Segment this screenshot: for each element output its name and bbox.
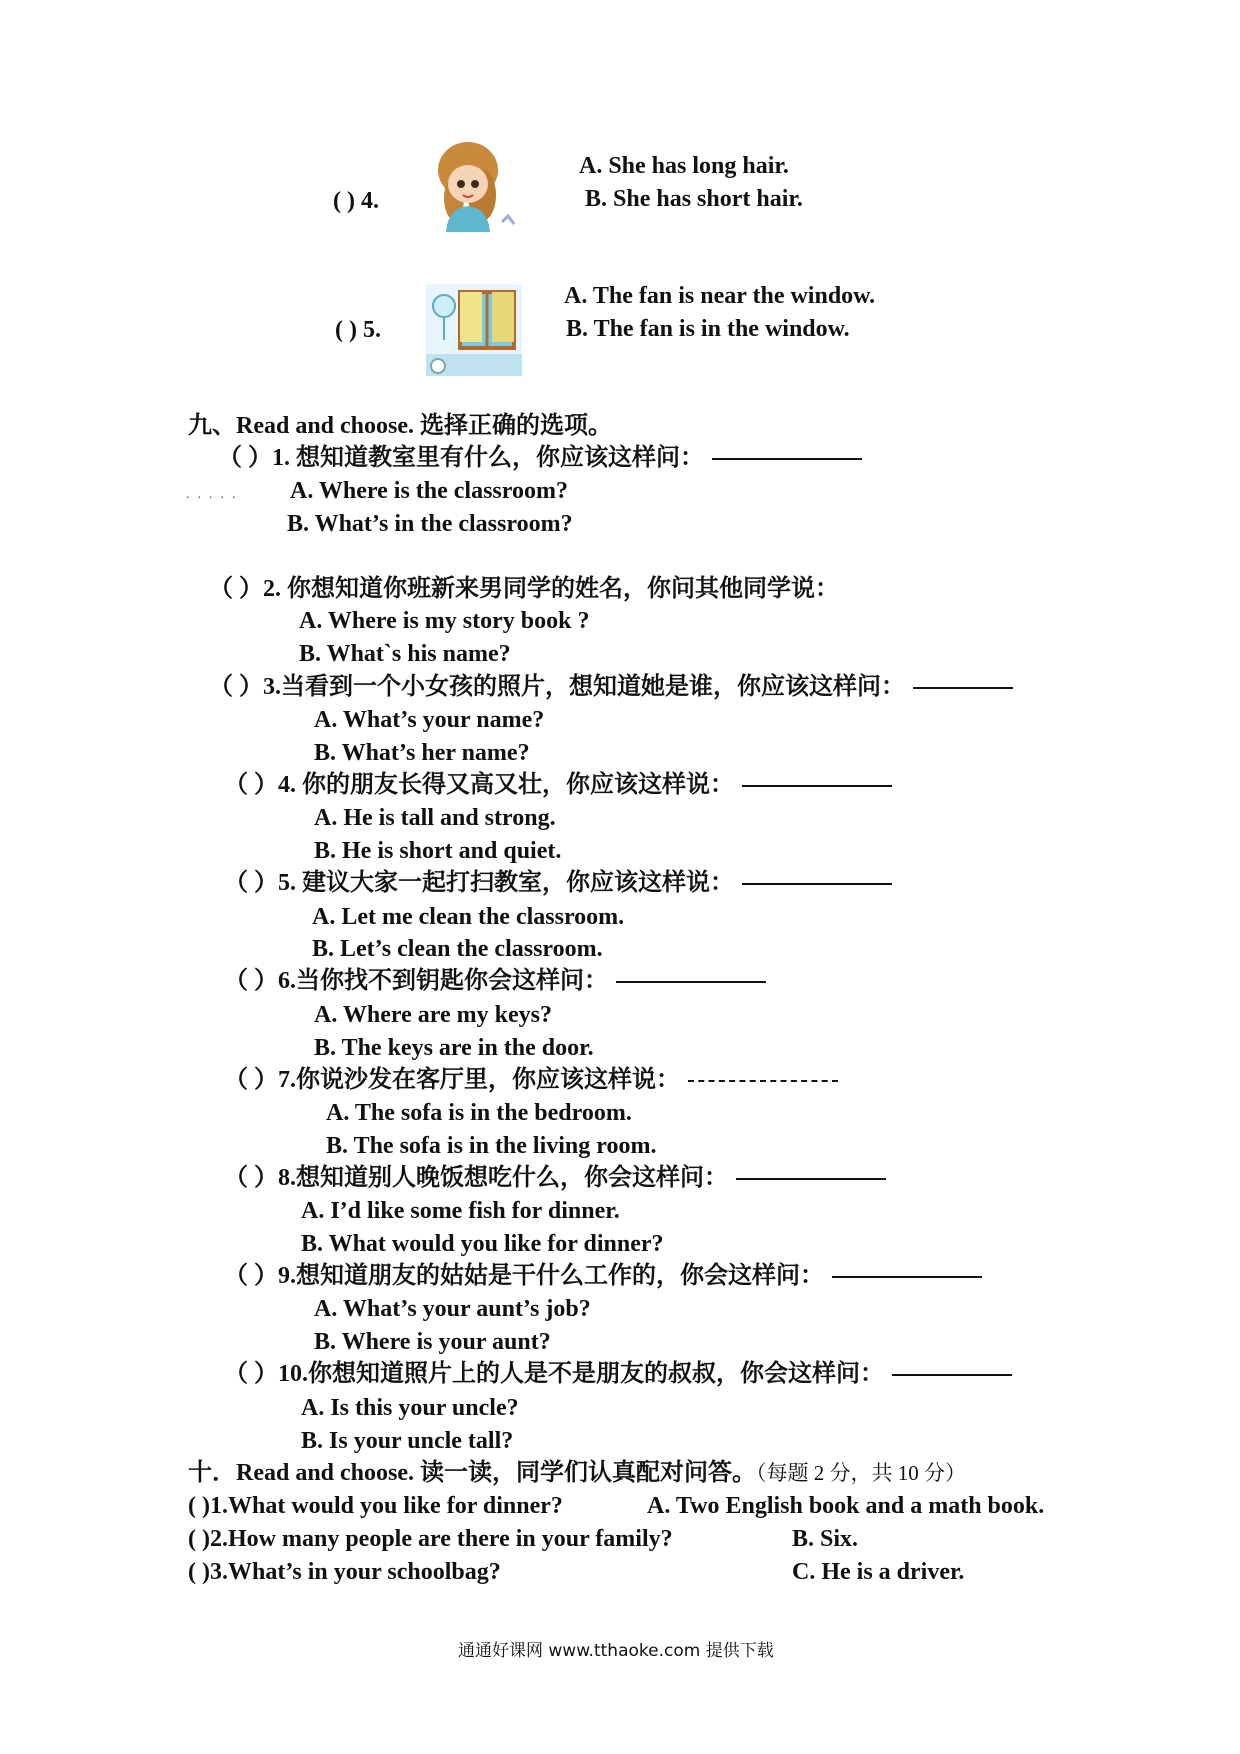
q9-answer-blank[interactable] <box>832 1276 982 1278</box>
match-answer-c: C. He is a driver. <box>792 1559 965 1585</box>
q7-option-a: A. The sofa is in the bedroom. <box>326 1100 632 1126</box>
match-answer-b: B. Six. <box>792 1526 859 1552</box>
q8-answer-blank[interactable] <box>736 1178 886 1180</box>
q6-stem: （ ）6.当你找不到钥匙你会这样问： <box>224 966 766 996</box>
section10-score-note: （每题 2 分，共 10 分） <box>756 1461 967 1485</box>
q10-option-b: B. Is your uncle tall? <box>301 1428 514 1454</box>
q5-stem: （ ）5. 建议大家一起打扫教室，你应该这样说： <box>224 868 892 898</box>
q9-option-a: A. What’s your aunt’s job? <box>314 1296 591 1322</box>
q2-option-b: B. What`s his name? <box>299 641 511 667</box>
section10-heading: 十．Read and choose. 读一读，同学们认真配对问答。（每题 2 分，共 10 分） <box>188 1460 967 1486</box>
q8-option-b: B. What would you like for dinner? <box>301 1231 664 1257</box>
q6-answer-blank[interactable] <box>616 981 766 983</box>
q7-stem: （ ）7.你说沙发在客厅里，你应该这样说： <box>224 1065 838 1095</box>
match-question-3: ( )3.What’s in your schoolbag? <box>188 1559 501 1585</box>
q4-option-b: B. He is short and quiet. <box>314 838 562 864</box>
q10-option-a: A. Is this your uncle? <box>301 1395 519 1421</box>
q10-stem: （ ）10.你想知道照片上的人是不是朋友的叔叔，你会这样问： <box>224 1359 1012 1389</box>
q5-option-a: A. Let me clean the classroom. <box>312 904 625 930</box>
section9-heading: 九、Read and choose. 选择正确的选项。 <box>188 413 613 439</box>
q5-answer-blank[interactable] <box>742 883 892 885</box>
q6-option-a: A. Where are my keys? <box>314 1002 552 1028</box>
q2-option-a: A. Where is my story book ? <box>299 608 590 634</box>
q1-option-b: B. What’s in the classroom? <box>287 511 573 537</box>
q8-stem: （ ）8.想知道别人晚饭想吃什么，你会这样问： <box>224 1163 886 1193</box>
q5-option-b: B. Let’s clean the classroom. <box>312 936 603 962</box>
q3-option-a: A. What’s your name? <box>314 707 545 733</box>
faint-dots: ..... <box>186 487 244 502</box>
q1-option-a: A. Where is the classroom? <box>290 478 568 504</box>
footer-credit: 通通好课网 www.tthaoke.com 提供下载 <box>458 1641 774 1661</box>
picture-item-4-option-a: A. She has long hair. <box>579 153 789 179</box>
q3-answer-blank[interactable] <box>913 687 1013 689</box>
girl-long-hair-picture <box>424 140 520 232</box>
picture-item-5-option-a: A. The fan is near the window. <box>564 283 876 309</box>
q7-option-b: B. The sofa is in the living room. <box>326 1133 657 1159</box>
q7-answer-blank[interactable] <box>688 1080 838 1082</box>
q10-answer-blank[interactable] <box>892 1374 1012 1376</box>
q8-option-a: A. I’d like some fish for dinner. <box>301 1198 620 1224</box>
q9-option-b: B. Where is your aunt? <box>314 1329 551 1355</box>
picture-item-4-option-b: B. She has short hair. <box>585 186 803 212</box>
q4-answer-blank[interactable] <box>742 785 892 787</box>
q9-stem: （ ）9.想知道朋友的姑姑是干什么工作的，你会这样问： <box>224 1261 982 1291</box>
fan-window-picture <box>426 284 522 376</box>
picture-item-4-paren: ( ) 4. <box>333 188 379 214</box>
match-question-2: ( )2.How many people are there in your family? <box>188 1526 673 1552</box>
q4-option-a: A. He is tall and strong. <box>314 805 556 831</box>
match-answer-a: A. Two English book and a math book. <box>647 1493 1045 1519</box>
q3-stem: （ ）3.当看到一个小女孩的照片，想知道她是谁，你应该这样问： <box>209 672 1013 702</box>
match-question-1: ( )1.What would you like for dinner? <box>188 1493 563 1519</box>
q1-stem: （ ）1. 想知道教室里有什么，你应该这样问： <box>218 443 862 473</box>
q2-stem: （ ）2. 你想知道你班新来男同学的姓名，你问其他同学说： <box>209 576 839 602</box>
picture-item-5-paren: ( ) 5. <box>335 317 381 343</box>
q4-stem: （ ）4. 你的朋友长得又高又壮，你应该这样说： <box>224 770 892 800</box>
q1-answer-blank[interactable] <box>712 458 862 460</box>
q3-option-b: B. What’s her name? <box>314 740 530 766</box>
q6-option-b: B. The keys are in the door. <box>314 1035 594 1061</box>
picture-item-5-option-b: B. The fan is in the window. <box>566 316 850 342</box>
